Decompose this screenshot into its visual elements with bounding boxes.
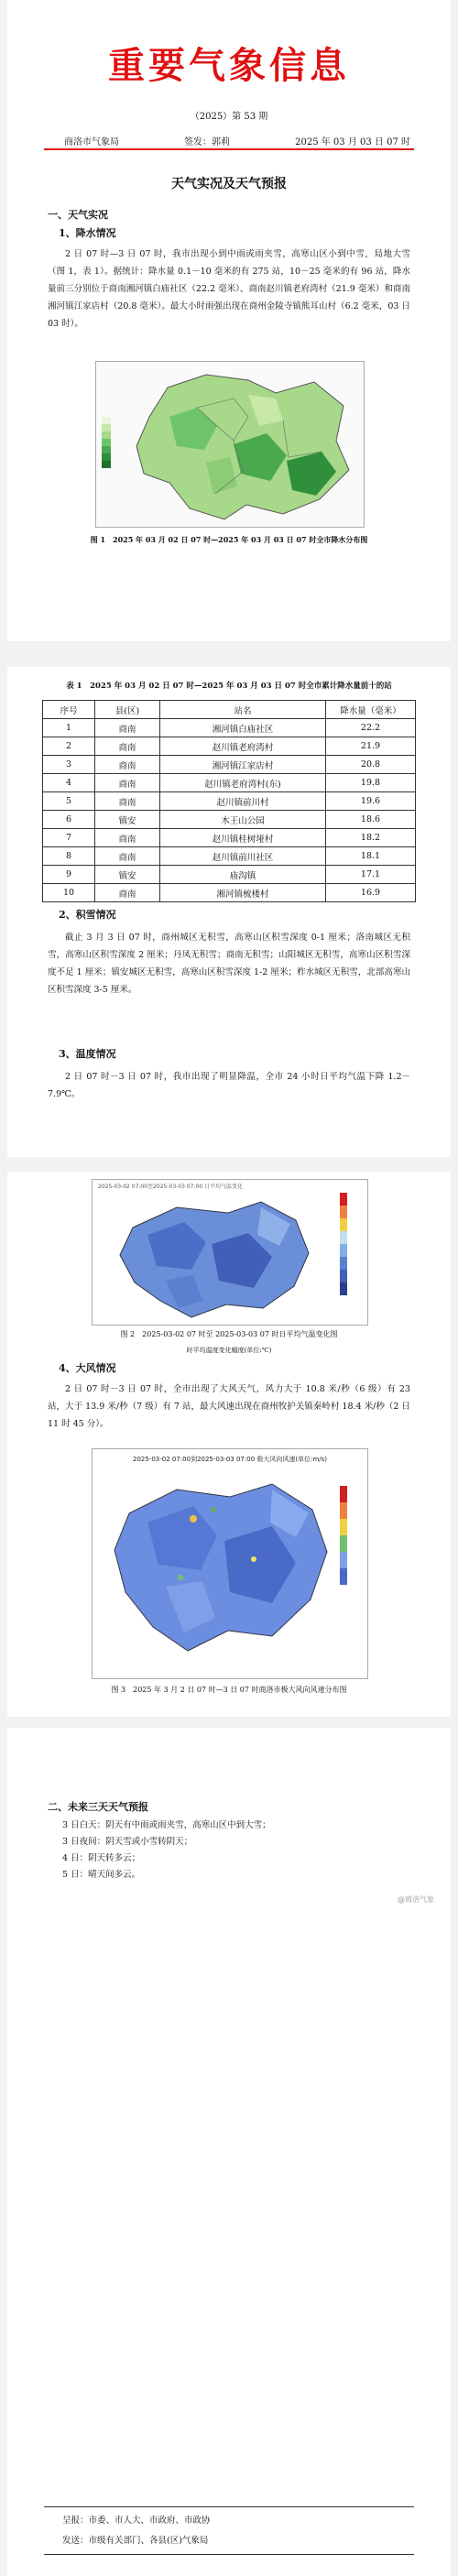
document-page-3 <box>7 1172 451 1717</box>
precipitation-map-graphic <box>96 362 364 527</box>
table-row <box>43 829 416 847</box>
table-cell: 7 <box>43 829 95 847</box>
table-cell: 19.6 <box>326 792 416 811</box>
table-cell: 商南 <box>95 884 160 902</box>
table-cell: 9 <box>43 866 95 884</box>
table-cell: 5 <box>43 792 95 811</box>
subsection-title-wind: 4、大风情况 <box>59 1362 116 1374</box>
wind-map-graphic <box>93 1449 367 1678</box>
forecast-line: 3 日夜间：阴天雪或小雪转阴天； <box>62 1837 193 1847</box>
table-row <box>43 884 416 902</box>
document-title: 重要气象信息 <box>108 44 350 87</box>
table-cell: 21.9 <box>326 737 416 756</box>
table-cell: 8 <box>43 847 95 866</box>
table-cell: 湘河镇梳楼村 <box>160 884 326 902</box>
table-cell: 赵川镇老府湾村 <box>160 737 326 756</box>
table-cell: 20.8 <box>326 756 416 774</box>
table-row <box>43 792 416 811</box>
table-cell: 18.6 <box>326 811 416 829</box>
forecast-line: 5 日：晴天间多云。 <box>62 1870 141 1880</box>
table-row <box>43 774 416 792</box>
temperature-map-label: 时平均温度变化幅度(单位:℃) <box>186 1347 272 1354</box>
table-cell: 1 <box>43 719 95 737</box>
figure-2-caption: 图 2 2025-03-02 07 时至 2025-03-03 07 时日平均气温变化图 <box>120 1330 338 1338</box>
report-subtitle: 天气实况及天气预报 <box>171 177 287 191</box>
signer: 签发：郭莉 <box>184 137 231 147</box>
snow-paragraph: 截止 3 月 3 日 07 时，商州城区无积雪，高寒山区积雪深度 0-1 厘米；洛南城区无积雪，高寒山区积雪深度 2 厘米；丹凤无积雪；商南无积雪；山阳城区无积雪，高寒山区积雪深度不足 1 厘米；镇安城区无积雪，高寒山区积雪深度 1-2 厘米；柞水城区无积雪，北部高寒山区积雪深度 3-5 厘米。 <box>48 933 410 995</box>
wind-paragraph: 2 日 07 时－3 日 07 时，全市出现了大风天气，风力大于 10.8 米/秒（6 级）有 23 站，大于 13.9 米/秒（7 级）有 7 站，最大风速出现在商州牧护关镇秦岭村 18.4 米/秒（2 日 11 时 45 分）。 <box>48 1384 410 1429</box>
footer-divider-top <box>44 2506 414 2507</box>
subsection-title-temperature: 3、温度情况 <box>59 1048 116 1060</box>
table-cell: 19.8 <box>326 774 416 792</box>
table-header-cell: 序号 <box>43 701 95 719</box>
table-cell: 赵川镇前川社区 <box>160 847 326 866</box>
table-cell: 镇安 <box>95 866 160 884</box>
table-cell: 商南 <box>95 719 160 737</box>
table-cell: 赵川镇前川村 <box>160 792 326 811</box>
issuing-org: 商洛市气象局 <box>64 137 119 147</box>
table-row <box>43 719 416 737</box>
table-cell: 庙沟镇 <box>160 866 326 884</box>
table-row <box>43 737 416 756</box>
subsection-title-snow: 2、积雪情况 <box>59 909 116 921</box>
document-page-1 <box>7 0 451 641</box>
section-title-observations: 一、天气实况 <box>48 209 108 221</box>
table-cell: 18.1 <box>326 847 416 866</box>
table-cell: 商南 <box>95 774 160 792</box>
table-header-cell: 站名 <box>160 701 326 719</box>
table-cell: 16.9 <box>326 884 416 902</box>
section-title-forecast: 二、未来三天天气预报 <box>48 1801 148 1813</box>
table-cell: 商南 <box>95 829 160 847</box>
table-row <box>43 756 416 774</box>
table-cell: 18.2 <box>326 829 416 847</box>
temperature-map-graphic <box>93 1180 367 1325</box>
footer-divider-bottom <box>44 2554 414 2555</box>
watermark: @商洛气象 <box>398 1895 434 1904</box>
table-cell: 6 <box>43 811 95 829</box>
table-cell: 商南 <box>95 792 160 811</box>
table-header-row <box>43 701 416 719</box>
rain-paragraph: 2 日 07 时—3 日 07 时，我市出现小到中雨或雨夹雪，高寒山区小到中雪，局地大雪（图 1，表 1）。据统计：降水量 0.1－10 毫米的有 275 站，10－25 毫米的有 96 站，降水量前三分别位于商南湘河镇白庙社区（22.2 毫米）、商南赵川镇老府湾村（21.9 毫米）和商南湘河镇江家店村（20.8 毫米）。最大小时雨强出现在商州金陵寺镇熊耳山村（6.2 毫米，03 日 03 时）。 <box>48 249 410 329</box>
issue-number: （2025）第 53 期 <box>190 112 268 122</box>
table-row <box>43 847 416 866</box>
issue-date: 2025 年 03 月 03 日 07 时 <box>295 137 410 147</box>
footer-report-row <box>62 2512 410 2529</box>
table-header-cell: 降水量（毫米） <box>326 701 416 719</box>
header-meta <box>64 134 410 147</box>
table-cell: 10 <box>43 884 95 902</box>
figure-1-caption: 图 1 2025 年 03 月 02 日 07 时—2025 年 03 月 03 日 07 时全市降水分布图 <box>90 535 368 544</box>
top-ten-precipitation-table <box>42 700 416 902</box>
send-label: 发送： <box>62 2536 89 2546</box>
table-header-cell: 县(区) <box>95 701 160 719</box>
table-cell: 商南 <box>95 847 160 866</box>
table-cell: 镇安 <box>95 811 160 829</box>
red-divider <box>44 148 414 150</box>
precipitation-map <box>95 361 365 528</box>
footer-send-row <box>62 2532 410 2549</box>
table-cell: 17.1 <box>326 866 416 884</box>
table-cell: 湘河镇江家店村 <box>160 756 326 774</box>
forecast-line: 3 日白天：阴天有中雨或雨夹雪，高寒山区中到大雪； <box>62 1820 271 1830</box>
report-label: 呈报： <box>62 2516 89 2526</box>
temperature-map-title: 2025-03-02 07:00至2025-03-03 07:00 日平均气温变化 <box>98 1184 244 1190</box>
report-recipients: 市委、市人大、市政府、市政协 <box>88 2516 211 2526</box>
table-row <box>43 866 416 884</box>
table-cell: 22.2 <box>326 719 416 737</box>
send-recipients: 市级有关部门、各县(区)气象局 <box>88 2536 209 2546</box>
document-page-4 <box>7 1728 451 2576</box>
table-cell: 3 <box>43 756 95 774</box>
table-cell: 商南 <box>95 737 160 756</box>
document-page-2 <box>7 667 451 1157</box>
table-row <box>43 811 416 829</box>
table-cell: 木王山公园 <box>160 811 326 829</box>
table-cell: 2 <box>43 737 95 756</box>
wind-map <box>92 1448 368 1679</box>
table-cell: 4 <box>43 774 95 792</box>
subsection-title-rain: 1、降水情况 <box>59 227 116 239</box>
table-1-caption: 表 1 2025 年 03 月 02 日 07 时—2025 年 03 月 03 日 07 时全市累计降水量前十的站 <box>66 682 392 691</box>
temperature-change-map <box>92 1179 368 1326</box>
temperature-paragraph: 2 日 07 时－3 日 07 时，我市出现了明显降温，全市 24 小时日平均气温下降 1.2－7.9℃。 <box>48 1072 410 1099</box>
forecast-line: 4 日：阴天转多云； <box>62 1853 141 1863</box>
figure-3-caption: 图 3 2025 年 3 月 2 日 07 时—3 日 07 时商洛市极大风向风速分布图 <box>111 1686 347 1694</box>
table-cell: 商南 <box>95 756 160 774</box>
table-cell: 赵川镇桂树垭村 <box>160 829 326 847</box>
table-cell: 赵川镇老府湾村(东) <box>160 774 326 792</box>
wind-map-title: 2025-03-02 07:00到2025-03-03 07:00 极大风向风速(单位:m/s) <box>132 1456 328 1463</box>
table-cell: 湘河镇白庙社区 <box>160 719 326 737</box>
